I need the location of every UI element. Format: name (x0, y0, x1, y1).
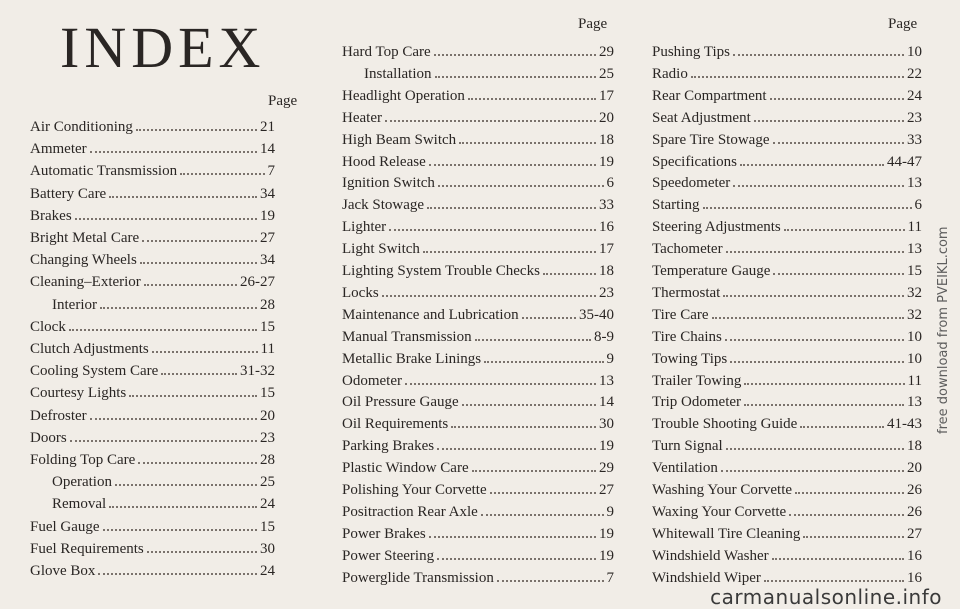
index-page-number: 41-43 (887, 416, 922, 433)
index-term: Automatic Transmission (30, 163, 178, 180)
index-entry (342, 65, 614, 85)
leader-dots (764, 569, 904, 582)
index-term: Metallic Brake Linings (342, 350, 482, 367)
index-term: Removal (52, 496, 107, 513)
leader-dots (484, 350, 603, 363)
leader-dots (140, 251, 257, 264)
leader-dots (773, 131, 905, 144)
index-entry (30, 229, 275, 249)
leader-dots (490, 481, 596, 494)
leader-dots (100, 296, 257, 309)
index-page-number: 30 (260, 540, 275, 557)
index-term: Light Switch (342, 241, 420, 258)
index-entry (342, 153, 614, 173)
index-page-number: 22 (907, 65, 922, 82)
index-term: Temperature Gauge (652, 263, 771, 279)
leader-dots (90, 407, 257, 420)
index-entry (30, 140, 275, 160)
leader-dots (462, 393, 596, 406)
index-entry (30, 562, 275, 582)
index-term: High Beam Switch (342, 131, 457, 148)
index-page-number: 18 (907, 438, 922, 455)
index-term: Odometer (342, 372, 402, 389)
index-term: Hard Top Care (342, 44, 431, 60)
index-page-number: 10 (907, 44, 922, 60)
index-page-number: 16 (907, 547, 922, 564)
index-page-number: 27 (599, 482, 614, 498)
index-page-number: 27 (260, 230, 275, 246)
leader-dots (427, 196, 596, 209)
index-page-number: 13 (599, 372, 614, 389)
index-page-number: 16 (599, 219, 614, 236)
index-term: Trailer Towing (652, 372, 742, 389)
index-entry (652, 284, 922, 304)
footer-watermark: carmanualsonline.info (710, 585, 942, 609)
leader-dots (437, 547, 596, 560)
index-entry (342, 481, 614, 501)
leader-dots (434, 43, 596, 56)
index-term: Cleaning–Exterior (30, 274, 141, 291)
index-term: Cooling System Care (30, 363, 159, 380)
index-page-number: 10 (907, 328, 922, 345)
index-page-number: 11 (907, 219, 922, 236)
index-entry (30, 451, 275, 471)
index-entry (652, 65, 922, 85)
index-page-number: 16 (907, 569, 922, 586)
index-term: Heater (342, 109, 382, 126)
leader-dots (109, 185, 257, 198)
index-term: Fuel Requirements (30, 540, 144, 557)
leader-dots (726, 437, 904, 450)
index-entry (652, 372, 922, 392)
index-page-number: 18 (599, 131, 614, 148)
index-term: Rear Compartment (652, 87, 767, 104)
index-entry (30, 473, 275, 493)
index-entry (342, 109, 614, 129)
leader-dots (70, 429, 257, 442)
index-entry (652, 503, 922, 523)
index-page-number: 32 (907, 306, 922, 323)
index-entry (652, 547, 922, 567)
index-page-number: 13 (907, 241, 922, 258)
index-entry (342, 350, 614, 370)
index-term: Lighting System Trouble Checks (342, 263, 540, 279)
index-page-number: 14 (599, 394, 614, 411)
leader-dots (129, 384, 257, 397)
index-term: Windshield Wiper (652, 569, 761, 586)
index-term: Battery Care (30, 185, 107, 202)
leader-dots (115, 473, 257, 486)
index-entry (30, 185, 275, 205)
index-term: Air Conditioning (30, 119, 133, 135)
index-entry (652, 393, 922, 413)
leader-dots (144, 273, 237, 286)
index-page-number: 23 (260, 429, 275, 446)
index-entry (652, 459, 922, 479)
index-term: Power Steering (342, 547, 435, 564)
index-page-number: 20 (260, 407, 275, 424)
index-term: Hood Release (342, 153, 426, 170)
index-entry (342, 459, 614, 479)
index-term: Speedometer (652, 175, 731, 192)
index-page-number: 33 (599, 197, 614, 214)
index-entry (342, 131, 614, 151)
index-term: Seat Adjustment (652, 109, 751, 126)
index-term: Tire Chains (652, 328, 722, 345)
index-term: Plastic Window Care (342, 460, 469, 477)
index-term: Spare Tire Stowage (652, 131, 770, 148)
index-entry (342, 218, 614, 238)
index-page-number: 19 (260, 207, 275, 224)
leader-dots (543, 262, 596, 275)
index-page-number: 19 (599, 525, 614, 542)
index-entry (652, 109, 922, 129)
index-entry (342, 547, 614, 567)
index-term: Oil Pressure Gauge (342, 394, 459, 411)
index-entry (342, 87, 614, 107)
index-term: Locks (342, 284, 379, 301)
index-entry (30, 251, 275, 271)
index-entry (652, 262, 922, 282)
leader-dots (691, 65, 904, 78)
leader-dots (721, 459, 904, 472)
index-page-number: 11 (907, 372, 922, 389)
leader-dots (438, 174, 604, 187)
index-page-number: 24 (260, 496, 275, 513)
leader-dots (803, 525, 904, 538)
index-page-number: 17 (599, 241, 614, 258)
index-page-number: 23 (907, 109, 922, 126)
index-page-number: 6 (606, 175, 614, 192)
index-term: Tire Care (652, 306, 709, 323)
index-entry (30, 162, 275, 182)
page-column-header-3: Page (888, 16, 918, 32)
index-entry (342, 415, 614, 435)
index-entry (30, 340, 275, 360)
index-term: Ignition Switch (342, 175, 435, 192)
index-page-number: 26-27 (240, 274, 275, 291)
leader-dots (475, 328, 591, 341)
index-page-number: 13 (907, 175, 922, 192)
index-entry (652, 328, 922, 348)
index-term: Folding Top Care (30, 452, 136, 468)
leader-dots (152, 340, 258, 353)
index-page-number: 19 (599, 153, 614, 170)
index-entry (30, 362, 275, 382)
page-column-header-2: Page (578, 16, 608, 32)
leader-dots (733, 174, 904, 187)
index-page-number: 31-32 (240, 363, 275, 380)
index-entry (30, 118, 275, 138)
index-entry (342, 372, 614, 392)
index-term: Glove Box (30, 563, 96, 579)
index-term: Interior (52, 296, 97, 313)
index-term: Doors (30, 429, 67, 446)
index-entry (342, 569, 614, 589)
leader-dots (468, 87, 596, 100)
index-term: Manual Transmission (342, 328, 472, 345)
index-entry (652, 525, 922, 545)
index-page-number: 26 (907, 503, 922, 520)
index-entry (652, 240, 922, 260)
index-entry (342, 196, 614, 216)
index-term: Specifications (652, 153, 737, 170)
index-entry (342, 262, 614, 282)
index-page-number: 8-9 (594, 328, 614, 345)
leader-dots (770, 87, 904, 100)
index-page-number: 25 (260, 474, 275, 491)
index-page-number: 15 (907, 263, 922, 279)
leader-dots (744, 393, 904, 406)
leader-dots (90, 140, 257, 153)
index-term: Steering Adjustments (652, 219, 781, 236)
index-term: Defroster (30, 407, 87, 424)
index-page-number: 24 (260, 563, 275, 579)
index-term: Powerglide Transmission (342, 569, 494, 586)
side-watermark: free download from PVEIKL.com (936, 226, 951, 434)
leader-dots (784, 218, 905, 231)
leader-dots (423, 240, 596, 253)
index-term: Pushing Tips (652, 44, 730, 60)
leader-dots (712, 306, 904, 319)
index-page-number: 33 (907, 131, 922, 148)
index-entry (342, 393, 614, 413)
index-term: Ventilation (652, 460, 718, 477)
leader-dots (405, 372, 596, 385)
index-term: Turn Signal (652, 438, 723, 455)
index-term: Ammeter (30, 141, 87, 158)
index-title: INDEX (60, 15, 266, 80)
leader-dots (180, 162, 264, 175)
index-term: Towing Tips (652, 350, 728, 367)
index-page-number: 27 (907, 525, 922, 542)
index-entry (342, 503, 614, 523)
index-page-number: 18 (599, 263, 614, 279)
index-page-number: 19 (599, 438, 614, 455)
leader-dots (429, 525, 596, 538)
leader-dots (772, 547, 904, 560)
index-term: Headlight Operation (342, 87, 465, 104)
index-term: Trip Odometer (652, 394, 742, 411)
leader-dots (497, 569, 604, 582)
leader-dots (754, 109, 904, 122)
index-entry (652, 131, 922, 151)
leader-dots (740, 153, 884, 166)
index-term: Installation (364, 65, 432, 82)
leader-dots (744, 372, 904, 385)
index-entry (30, 384, 275, 404)
leader-dots (161, 362, 237, 375)
index-page-number: 19 (599, 547, 614, 564)
leader-dots (103, 518, 257, 531)
index-page-number: 23 (599, 284, 614, 301)
leader-dots (472, 459, 596, 472)
index-entry (342, 328, 614, 348)
leader-dots (800, 415, 884, 428)
leader-dots (147, 540, 257, 553)
index-page-number: 11 (260, 341, 275, 357)
index-term: Waxing Your Corvette (652, 503, 787, 520)
leader-dots (435, 65, 597, 78)
index-entry (652, 43, 922, 63)
index-page-number: 30 (599, 416, 614, 433)
index-entry (342, 174, 614, 194)
index-entry (30, 273, 275, 293)
index-page-number: 25 (599, 65, 614, 82)
index-entry (30, 540, 275, 560)
index-entry (652, 218, 922, 238)
index-page-number: 7 (606, 569, 614, 586)
index-term: Thermostat (652, 284, 721, 301)
index-term: Tachometer (652, 241, 723, 258)
leader-dots (451, 415, 596, 428)
index-page-number: 14 (260, 141, 275, 158)
index-entry (342, 240, 614, 260)
index-page-number: 15 (260, 318, 275, 335)
index-page-number: 9 (606, 350, 614, 367)
index-page-number: 29 (599, 460, 614, 477)
leader-dots (726, 240, 904, 253)
index-entry (342, 43, 614, 63)
index-page-number: 10 (907, 350, 922, 367)
index-page-number: 28 (260, 296, 275, 313)
index-page-number: 15 (260, 518, 275, 535)
leader-dots (75, 207, 257, 220)
index-entry (30, 407, 275, 427)
index-page-number: 26 (907, 482, 922, 498)
index-entry (30, 318, 275, 338)
index-page-number: 6 (914, 197, 922, 214)
leader-dots (773, 262, 904, 275)
index-page-number: 20 (599, 109, 614, 126)
index-term: Operation (52, 474, 112, 491)
index-term: Power Brakes (342, 525, 426, 542)
index-term: Maintenance and Lubrication (342, 306, 519, 323)
index-term: Whitewall Tire Cleaning (652, 525, 801, 542)
index-entry (652, 415, 922, 435)
index-entry (652, 437, 922, 457)
index-term: Bright Metal Care (30, 230, 140, 246)
index-page-number: 21 (260, 119, 275, 135)
index-term: Polishing Your Corvette (342, 482, 487, 498)
index-term: Positraction Rear Axle (342, 503, 478, 520)
index-page-number: 24 (907, 87, 922, 104)
index-page-number: 34 (260, 252, 275, 269)
index-page-number: 9 (606, 503, 614, 520)
index-page-number: 20 (907, 460, 922, 477)
leader-dots (723, 284, 904, 297)
index-term: Clock (30, 318, 66, 335)
index-term: Changing Wheels (30, 252, 137, 269)
index-entry (342, 525, 614, 545)
index-term: Radio (652, 65, 688, 82)
index-page-number: 17 (599, 87, 614, 104)
index-page-number: 32 (907, 284, 922, 301)
index-entry (30, 518, 275, 538)
index-term: Parking Brakes (342, 438, 435, 455)
index-page-number: 34 (260, 185, 275, 202)
index-entry (652, 481, 922, 501)
index-term: Oil Requirements (342, 416, 449, 433)
page-column-header-1: Page (268, 93, 298, 109)
index-term: Starting (652, 197, 700, 214)
index-page-number: 44-47 (887, 153, 922, 170)
index-entry (30, 429, 275, 449)
leader-dots (437, 437, 596, 450)
index-entry (342, 306, 614, 326)
index-entry (652, 196, 922, 216)
index-page-number: 13 (907, 394, 922, 411)
leader-dots (142, 229, 257, 242)
leader-dots (703, 196, 912, 209)
index-term: Trouble Shooting Guide (652, 416, 798, 433)
leader-dots (138, 451, 257, 464)
leader-dots (385, 109, 596, 122)
leader-dots (730, 350, 904, 363)
index-page-number: 28 (260, 452, 275, 468)
leader-dots (733, 43, 904, 56)
leader-dots (795, 481, 904, 494)
index-term: Jack Stowage (342, 197, 425, 214)
index-term: Brakes (30, 207, 72, 224)
leader-dots (98, 562, 257, 575)
index-page-number: 29 (599, 44, 614, 60)
index-entry (652, 306, 922, 326)
index-entry (342, 284, 614, 304)
index-term: Fuel Gauge (30, 518, 100, 535)
leader-dots (389, 218, 596, 231)
index-entry (652, 350, 922, 370)
leader-dots (789, 503, 904, 516)
index-entry (30, 495, 275, 515)
index-entry (652, 174, 922, 194)
index-page-number: 15 (260, 385, 275, 402)
index-entry (652, 87, 922, 107)
leader-dots (481, 503, 604, 516)
leader-dots (725, 328, 904, 341)
leader-dots (459, 131, 596, 144)
index-page-number: 35-40 (579, 306, 614, 323)
leader-dots (429, 153, 596, 166)
index-entry (30, 296, 275, 316)
index-term: Washing Your Corvette (652, 482, 793, 498)
index-term: Lighter (342, 219, 387, 236)
index-term: Courtesy Lights (30, 385, 127, 402)
leader-dots (136, 118, 257, 131)
leader-dots (69, 318, 257, 331)
index-term: Windshield Washer (652, 547, 769, 564)
index-entry (652, 153, 922, 173)
index-entry (30, 207, 275, 227)
leader-dots (522, 306, 576, 319)
leader-dots (109, 495, 257, 508)
leader-dots (382, 284, 596, 297)
index-page-number: 7 (267, 163, 275, 180)
index-entry (342, 437, 614, 457)
index-term: Clutch Adjustments (30, 341, 149, 357)
